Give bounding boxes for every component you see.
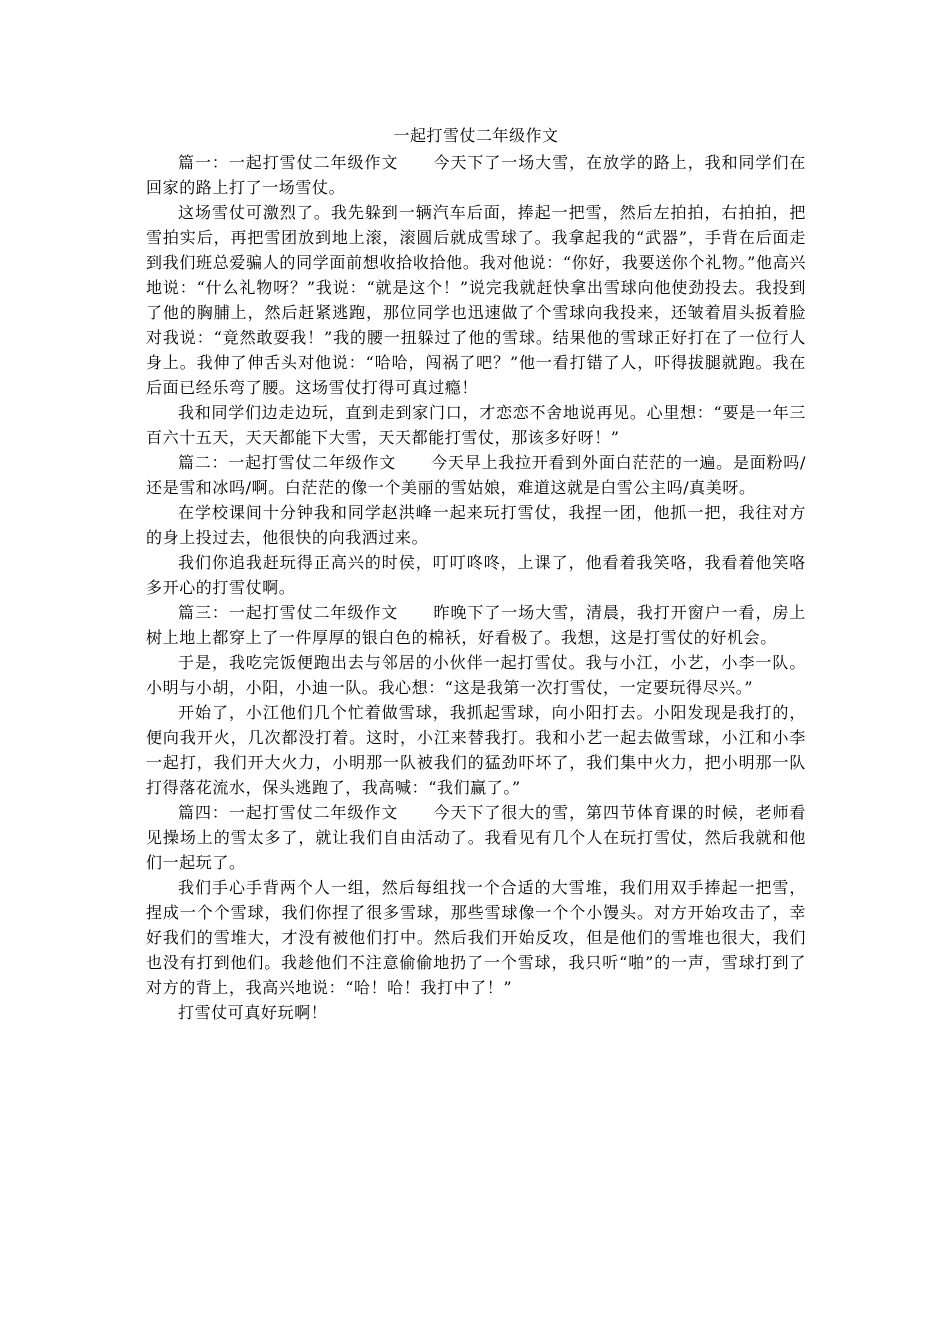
paragraph-text: 我和同学们边走边玩，直到走到家门口，才恋恋不舍地说再见。心里想：“要是一年三百六十五天，天天都能下大雪，天天都能打雪仗，那该多好呀！”	[146, 403, 806, 447]
paragraph-text: 今天早上我拉开看到外面白茫茫的一遍。是面粉吗/还是雪和冰吗/啊。白茫茫的像一个美丽的雪姑娘，难道这就是白雪公主吗/真美呀。	[146, 453, 806, 497]
paragraph-text: 今天下了很大的雪，第四节体育课的时候，老师看见操场上的雪太多了，就让我们自由活动了。我看见有几个人在玩打雪仗，然后我就和他们一起玩了。	[146, 803, 806, 872]
paragraph-3	[146, 400, 806, 450]
section-heading-4: 篇四：一起打雪仗二年级作文	[178, 803, 399, 822]
paragraph-text: 昨晚下了一场大雪，清晨，我打开窗户一看，房上树上地上都穿上了一件厚厚的银白色的棉袄，好看极了。我想，这是打雪仗的好机会。	[146, 603, 806, 647]
paragraph-7	[146, 600, 806, 650]
paragraph-2	[146, 200, 806, 400]
paragraph-1	[146, 150, 806, 200]
paragraph-text: 于是，我吃完饭便跑出去与邻居的小伙伴一起打雪仗。我与小江，小艺，小李一队。小明与小胡，小阳，小迪一队。我心想：“这是我第一次打雪仗，一定要玩得尽兴。”	[146, 653, 806, 697]
paragraph-9	[146, 700, 806, 800]
paragraph-text: 打雪仗可真好玩啊！	[178, 1003, 328, 1022]
paragraph-text: 开始了，小江他们几个忙着做雪球，我抓起雪球，向小阳打去。小阳发现是我打的，便向我开火，几次都没打着。这时，小江来替我打。我和小艺一起去做雪球，小江和小李一起打，我们开大火力，小明那一队被我们的猛劲吓坏了，我们集中火力，把小明那一队打得落花流水，保头逃跑了，我高喊：“我们赢了。”	[146, 703, 806, 797]
paragraph-10	[146, 800, 806, 875]
section-heading-3: 篇三：一起打雪仗二年级作文	[178, 603, 399, 622]
section-heading-1: 篇一：一起打雪仗二年级作文	[178, 153, 399, 172]
paragraph-11	[146, 875, 806, 1000]
paragraph-text: 这场雪仗可激烈了。我先躲到一辆汽车后面，捧起一把雪，然后左拍拍，右拍拍，把雪拍实后，再把雪团放到地上滚，滚圆后就成雪球了。我拿起我的“武器”，手背在后面走到我们班总爱骗人的同学面前想收拾收拾他。我对他说：“你好，我要送你个礼物。”他高兴地说：“什么礼物呀？”我说：“就是这个！”说完我就赶快拿出雪球向他使劲投去。我投到了他的胸脯上，然后赶紧逃跑，那位同学也迅速做了个雪球向我投来，还皱着眉头扳着脸对我说：“竟然敢耍我！”我的腰一扭躲过了他的雪球。结果他的雪球正好打在了一位行人身上。我伸了伸舌头对他说：“哈哈，闯祸了吧？”他一看打错了人，吓得拔腿就跑。我在后面已经乐弯了腰。这场雪仗打得可真过瘾！	[146, 203, 806, 397]
paragraph-6	[146, 550, 806, 600]
paragraph-8	[146, 650, 806, 700]
section-heading-2: 篇二：一起打雪仗二年级作文	[178, 453, 396, 472]
paragraph-text: 今天下了一场大雪，在放学的路上，我和同学们在回家的路上打了一场雪仗。	[146, 153, 806, 197]
paragraph-5	[146, 500, 806, 550]
document-page	[146, 124, 806, 1025]
paragraph-12	[146, 1000, 806, 1025]
document-title: 一起打雪仗二年级作文	[393, 126, 559, 145]
paragraph-4	[146, 450, 806, 500]
paragraph-text: 在学校课间十分钟我和同学赵洪峰一起来玩打雪仗，我捏一团，他抓一把，我往对方的身上投过去，他很快的向我洒过来。	[146, 503, 806, 547]
paragraph-text: 我们手心手背两个人一组，然后每组找一个合适的大雪堆，我们用双手捧起一把雪，捏成一个个雪球，我们你捏了很多雪球，那些雪球像一个个小馒头。对方开始攻击了，幸好我们的雪堆大，才没有被他们打中。然后我们开始反攻，但是他们的雪堆也很大，我们也没有打到他们。我趁他们不注意偷偷地扔了一个雪球，我只听“啪”的一声，雪球打到了对方的背上，我高兴地说：“哈！哈！我打中了！”	[146, 878, 806, 997]
paragraph-text: 我们你追我赶玩得正高兴的时侯，叮叮咚咚，上课了，他看着我笑咯，我看着他笑咯多开心的打雪仗啊。	[146, 553, 806, 597]
